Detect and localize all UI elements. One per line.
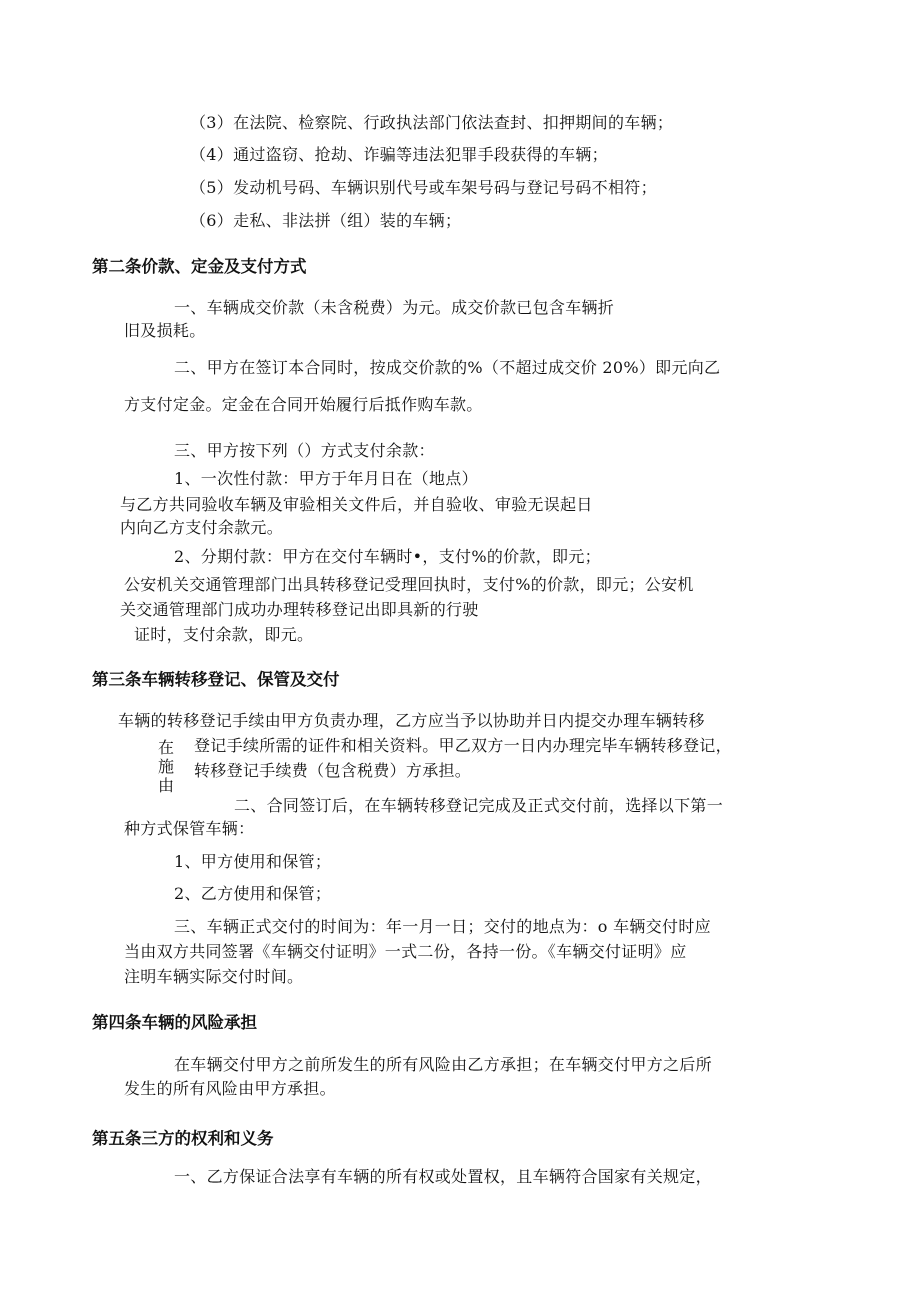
art5-line: 一、乙方保证合法享有车辆的所有权或处置权，且车辆符合国家有关规定， — [174, 1167, 712, 1186]
art2-line: 三、甲方按下列（）方式支付余款： — [174, 441, 435, 460]
art2-line: 与乙方共同验收车辆及审验相关文件后，并自验收、审验无误起日 — [120, 495, 593, 514]
art4-line: 发生的所有风险由甲方承担。 — [124, 1079, 336, 1098]
art2-line: 1、一次性付款：甲方于年月日在（地点） — [174, 469, 478, 488]
art3-line: 注明车辆实际交付时间。 — [124, 967, 304, 986]
art2-line: 一、车辆成交价款（未含税费）为元。成交价款已包含车辆折 — [174, 298, 615, 317]
art2-line: 旧及损耗。 — [124, 321, 206, 340]
art3-line: 车辆的转移登记手续由甲方负责办理，乙方应当予以协助并日内提交办理车辆转移 — [118, 711, 705, 730]
art3-line: 转移登记手续费（包含税费）方承担。 — [194, 761, 472, 780]
item-4: （4）通过盗窃、抢劫、诈骗等违法犯罪手段获得的车辆； — [190, 145, 608, 164]
art3-line: 二、合同签订后，在车辆转移登记完成及正式交付前，选择以下第一 — [234, 796, 724, 815]
art2-line: 关交通管理部门成功办理转移登记出即具新的行驶 — [120, 600, 479, 619]
art2-line: 二、甲方在签订本合同时，按成交价款的%（不超过成交价 20%）即元向乙 — [174, 358, 721, 377]
art3-line: 当由双方共同签署《车辆交付证明》一式二份，各持一份。《车辆交付证明》应 — [124, 942, 687, 961]
art3-line: 2、乙方使用和保管； — [174, 884, 332, 903]
art2-line: 内向乙方支付余款元。 — [120, 518, 284, 537]
item-6: （6）走私、非法拼（组）装的车辆； — [190, 211, 462, 230]
art4-line: 在车辆交付甲方之前所发生的所有风险由乙方承担；在车辆交付甲方之后所 — [174, 1055, 712, 1074]
art3-vertical-note: 在施由 — [158, 738, 175, 795]
art3-line: 1、甲方使用和保管； — [174, 852, 332, 871]
art3-line: 三、车辆正式交付的时间为：年一月一日；交付的地点为：o 车辆交付时应 — [174, 917, 711, 936]
item-5: （5）发动机号码、车辆识别代号或车架号码与登记号码不相符； — [190, 178, 657, 197]
art3-line: 登记手续所需的证件和相关资料。甲乙双方一日内办理完毕车辆转移登记， — [194, 736, 732, 755]
article-5-heading: 第五条三方的权利和义务 — [92, 1129, 274, 1148]
art3-line: 种方式保管车辆： — [124, 819, 255, 838]
art2-line: 方支付定金。定金在合同开始履行后抵作购车款。 — [124, 395, 483, 414]
art2-line: 2、分期付款：甲方在交付车辆时•，支付%的价款，即元； — [174, 547, 601, 566]
item-3: （3）在法院、检察院、行政执法部门依法查封、扣押期间的车辆； — [190, 113, 674, 132]
art2-line: 公安机关交通管理部门出具转移登记受理回执时，支付%的价款，即元；公安机 — [124, 575, 694, 594]
article-2-heading: 第二条价款、定金及支付方式 — [92, 257, 307, 276]
article-3-heading: 第三条车辆转移登记、保管及交付 — [92, 670, 340, 689]
art2-line: 证时，支付余款，即元。 — [134, 625, 314, 644]
article-4-heading: 第四条车辆的风险承担 — [92, 1013, 257, 1032]
